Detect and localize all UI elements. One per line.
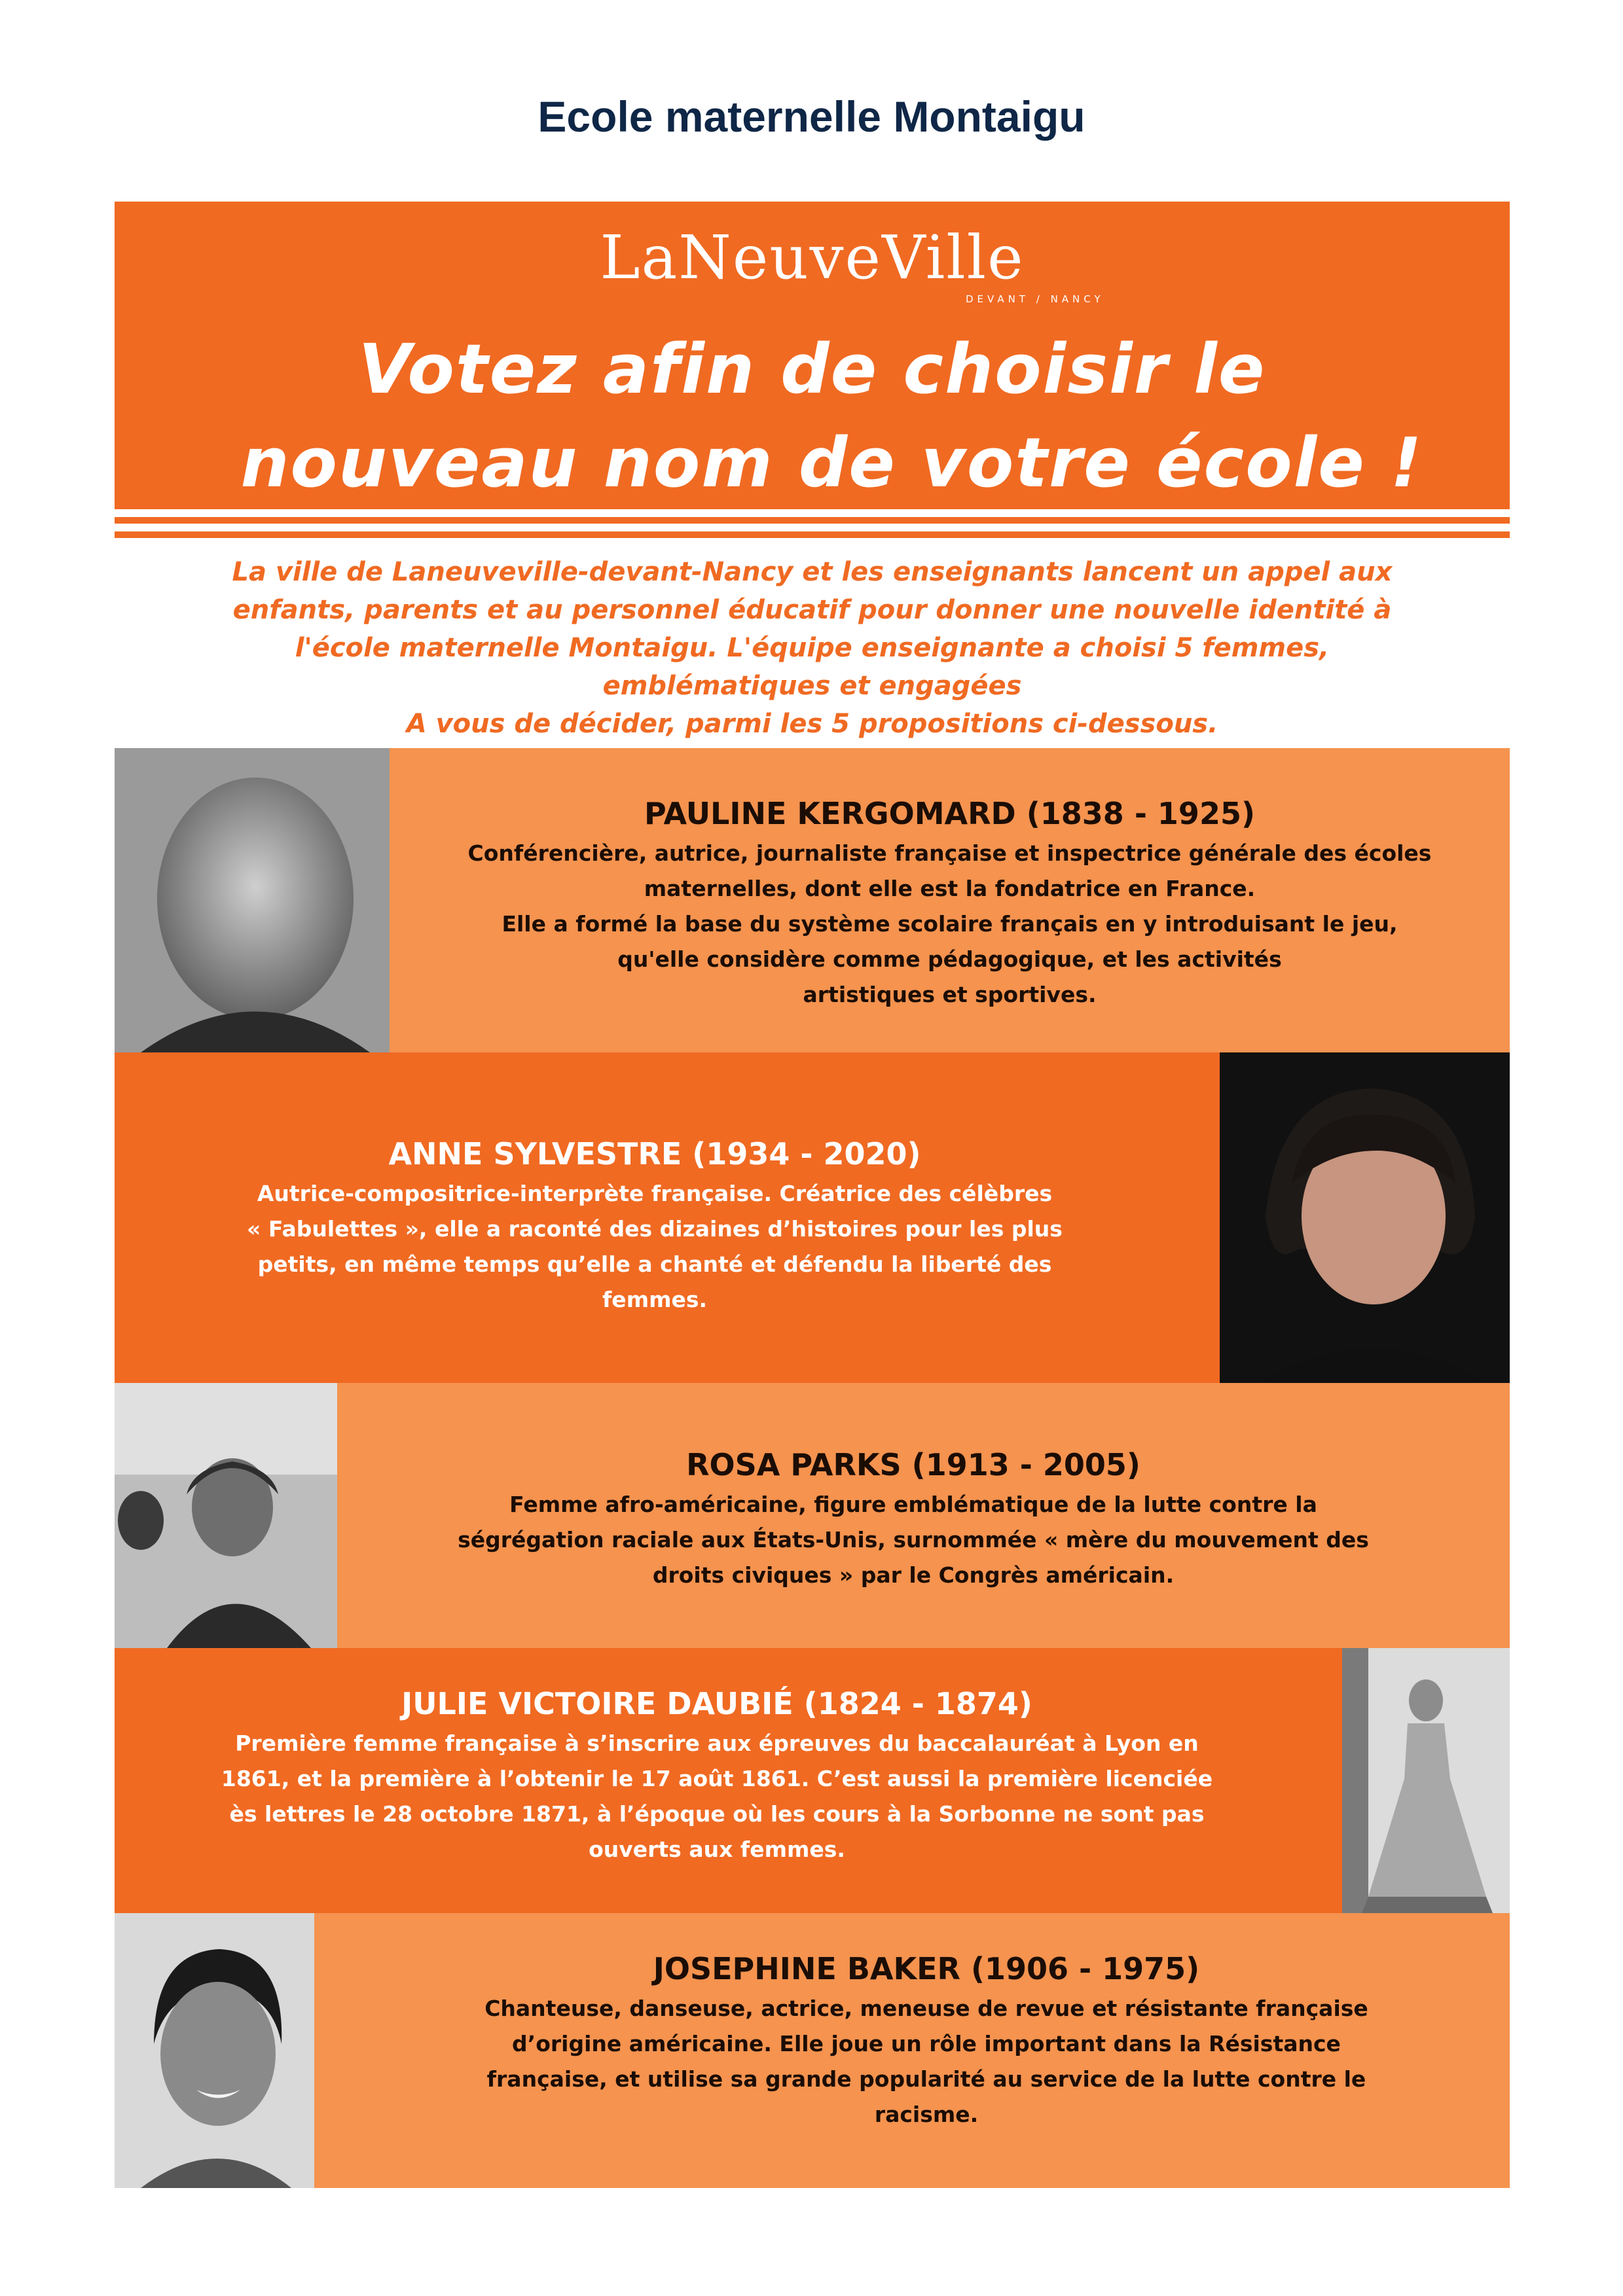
intro-line: enfants, parents et au personnel éducatif pour donner une nouvelle identité à [232,595,1392,625]
daubie-photo [1342,1648,1510,1913]
baker-photo [115,1913,314,2188]
candidate-description [409,1991,1444,2132]
intro-line: l'école maternelle Montaigu. L'équipe enseignante a choisi 5 femmes, [295,633,1330,663]
town-logo-subtitle: DEVANT / NANCY [966,293,1104,305]
intro-line: La ville de Laneuveville-devant-Nancy et les enseignants lancent un appel aux [232,557,1393,587]
candidate-name: JULIE VICTOIRE DAUBIÉ (1824 - 1874) [401,1686,1032,1721]
candidate-baker-band [115,1913,1510,2188]
description-line: racisme. [874,2102,979,2127]
description-line: artistiques et sportives. [803,982,1097,1007]
baker-text [409,1949,1444,2132]
candidate-name: ANNE SYLVESTRE (1934 - 2020) [388,1136,921,1172]
page-title: Ecole maternelle Montaigu [538,92,1085,141]
parks-text [455,1445,1372,1593]
candidate-description [115,1176,1195,1318]
description-line: « Fabulettes », elle a raconté des dizaines d’histoires pour les plus [247,1216,1063,1242]
daubie-text [154,1684,1280,1867]
header-banner [115,202,1510,509]
divider-stripe-2 [115,531,1510,538]
description-line: maternelles, dont elle est la fondatrice en France. [644,876,1256,901]
kergomard-photo [115,748,390,1052]
candidate-daubie-band [115,1648,1510,1913]
description-line: Femme afro-américaine, figure emblématique de la lutte contre la [509,1492,1317,1517]
description-line: ouverts aux femmes. [589,1837,845,1862]
kergomard-text [390,794,1510,1013]
description-line: droits civiques » par le Congrès américain. [652,1562,1175,1588]
description-line: française, et utilise sa grande popularité au service de la lutte contre le [486,2066,1366,2092]
parks-photo [115,1383,337,1648]
description-line: ès lettres le 28 octobre 1871, à l’époque où les cours à la Sorbonne ne sont pas [229,1801,1205,1827]
description-line: Conférencière, autrice, journaliste française et inspectrice générale des écoles [467,840,1432,866]
sylvestre-text [115,1134,1195,1318]
intro-line: emblématiques et engagées [602,671,1022,701]
candidate-description [390,836,1510,1013]
description-line: ségrégation raciale aux États-Unis, surnommée « mère du mouvement des [458,1527,1369,1552]
description-line: femmes. [602,1287,708,1312]
description-line: petits, en même temps qu’elle a chanté et défendu la liberté des [257,1251,1052,1277]
description-line: qu'elle considère comme pédagogique, et les activités [617,946,1282,972]
description-line: Chanteuse, danseuse, actrice, meneuse de revue et résistante française [484,1996,1368,2021]
intro-paragraph [115,553,1510,743]
candidate-description [154,1726,1280,1867]
divider-stripe-1 [115,517,1510,524]
candidate-description [455,1487,1372,1593]
candidate-name: JOSEPHINE BAKER (1906 - 1975) [653,1951,1200,1986]
sylvestre-photo [1220,1052,1510,1383]
candidate-kergomard-band [115,748,1510,1052]
description-line: d’origine américaine. Elle joue un rôle important dans la Résistance [512,2031,1341,2056]
description-line: Elle a formé la base du système scolaire français en y introduisant le jeu, [501,911,1398,937]
candidate-parks-band [115,1383,1510,1648]
candidate-sylvestre-band [115,1052,1510,1383]
headline-line-2: nouveau nom de votre école ! [240,423,1423,503]
intro-line: A vous de décider, parmi les 5 propositions ci-dessous. [406,709,1218,739]
candidate-name: ROSA PARKS (1913 - 2005) [686,1447,1140,1482]
description-line: Première femme française à s’inscrire aux épreuves du baccalauréat à Lyon en [235,1731,1199,1756]
candidate-name: PAULINE KERGOMARD (1838 - 1925) [644,796,1255,831]
town-logo: LaNeuveVille [600,223,1025,293]
description-line: 1861, et la première à l’obtenir le 17 août 1861. C’est aussi la première licenciée [221,1766,1213,1791]
headline-line-1: Votez afin de choisir le [358,329,1266,409]
description-line: Autrice-compositrice-interprète française. Créatrice des célèbres [257,1181,1053,1206]
